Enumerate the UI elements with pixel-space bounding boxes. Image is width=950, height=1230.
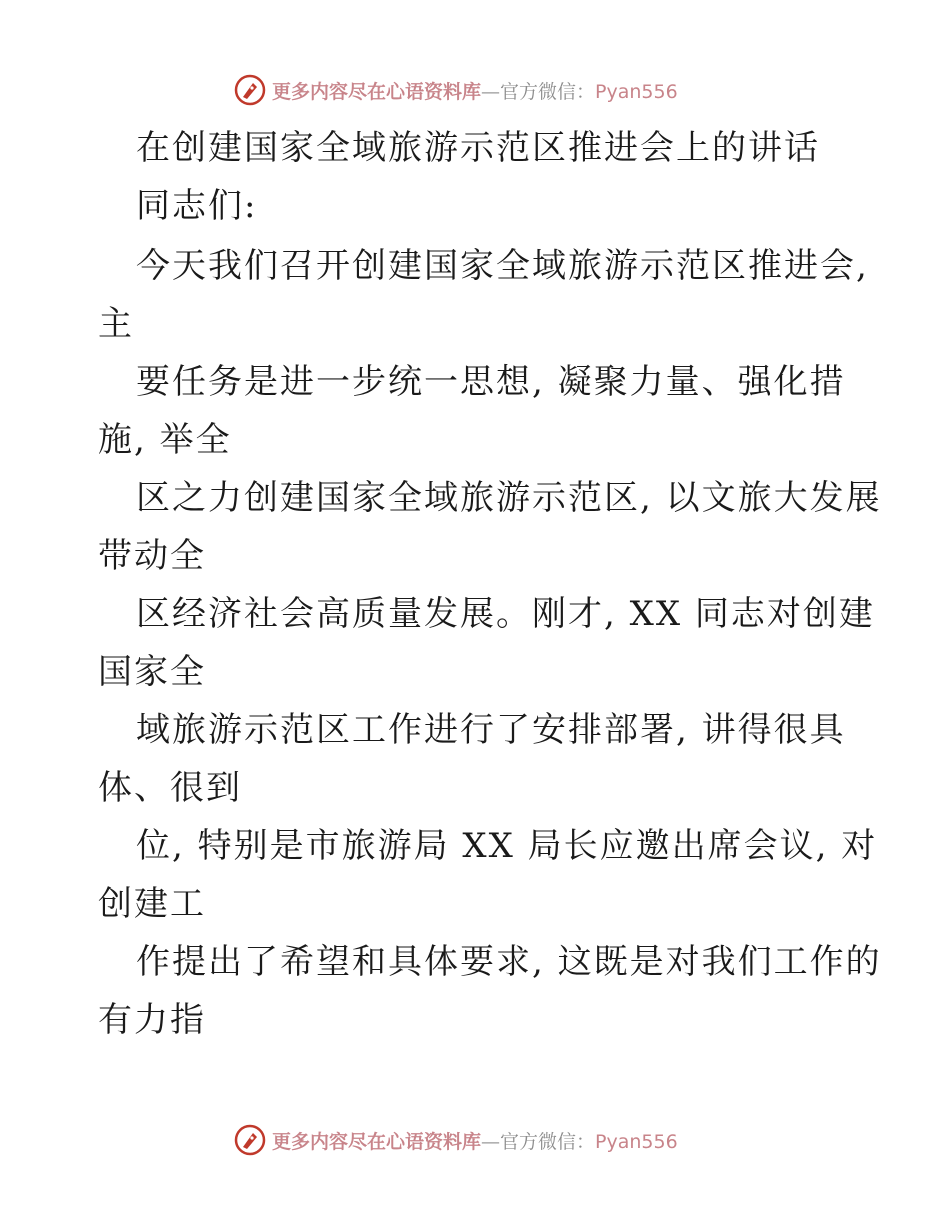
pen-nib-logo-icon [234, 74, 266, 106]
paragraph-line: 有力指 [98, 1000, 206, 1040]
paragraph-line: 作提出了希望和具体要求, 这既是对我们工作的 [136, 942, 882, 982]
header-watermark [234, 73, 678, 107]
paragraph-line: 施, 举全 [98, 420, 232, 460]
paragraph-line: 位, 特别是市旅游局 XX 局长应邀出席会议, 对 [136, 826, 878, 866]
paragraph-line: 主 [98, 304, 134, 344]
paragraph-line: 带动全 [98, 536, 206, 576]
paragraph-line: 国家全 [98, 652, 206, 692]
paragraph-line: 区之力创建国家全域旅游示范区, 以文旅大发展 [136, 478, 882, 518]
footer-watermark [234, 1123, 678, 1157]
watermark-text: 更多内容尽在心语资料库—官方微信：Pyan556 [272, 80, 678, 103]
paragraph-line: 创建工 [98, 884, 206, 924]
paragraph-line: 体、很到 [98, 768, 242, 808]
document-title: 在创建国家全域旅游示范区推进会上的讲话 [136, 128, 820, 168]
paragraph-line: 今天我们召开创建国家全域旅游示范区推进会, [136, 246, 869, 286]
paragraph-line: 区经济社会高质量发展。刚才, XX 同志对创建 [136, 594, 875, 634]
paragraph-line: 要任务是进一步统一思想, 凝聚力量、强化措 [136, 362, 846, 402]
pen-nib-logo-icon [234, 1124, 266, 1156]
watermark-text: 更多内容尽在心语资料库—官方微信：Pyan556 [272, 1130, 678, 1153]
paragraph-line: 域旅游示范区工作进行了安排部署, 讲得很具 [136, 710, 846, 750]
salutation: 同志们: [136, 186, 258, 226]
